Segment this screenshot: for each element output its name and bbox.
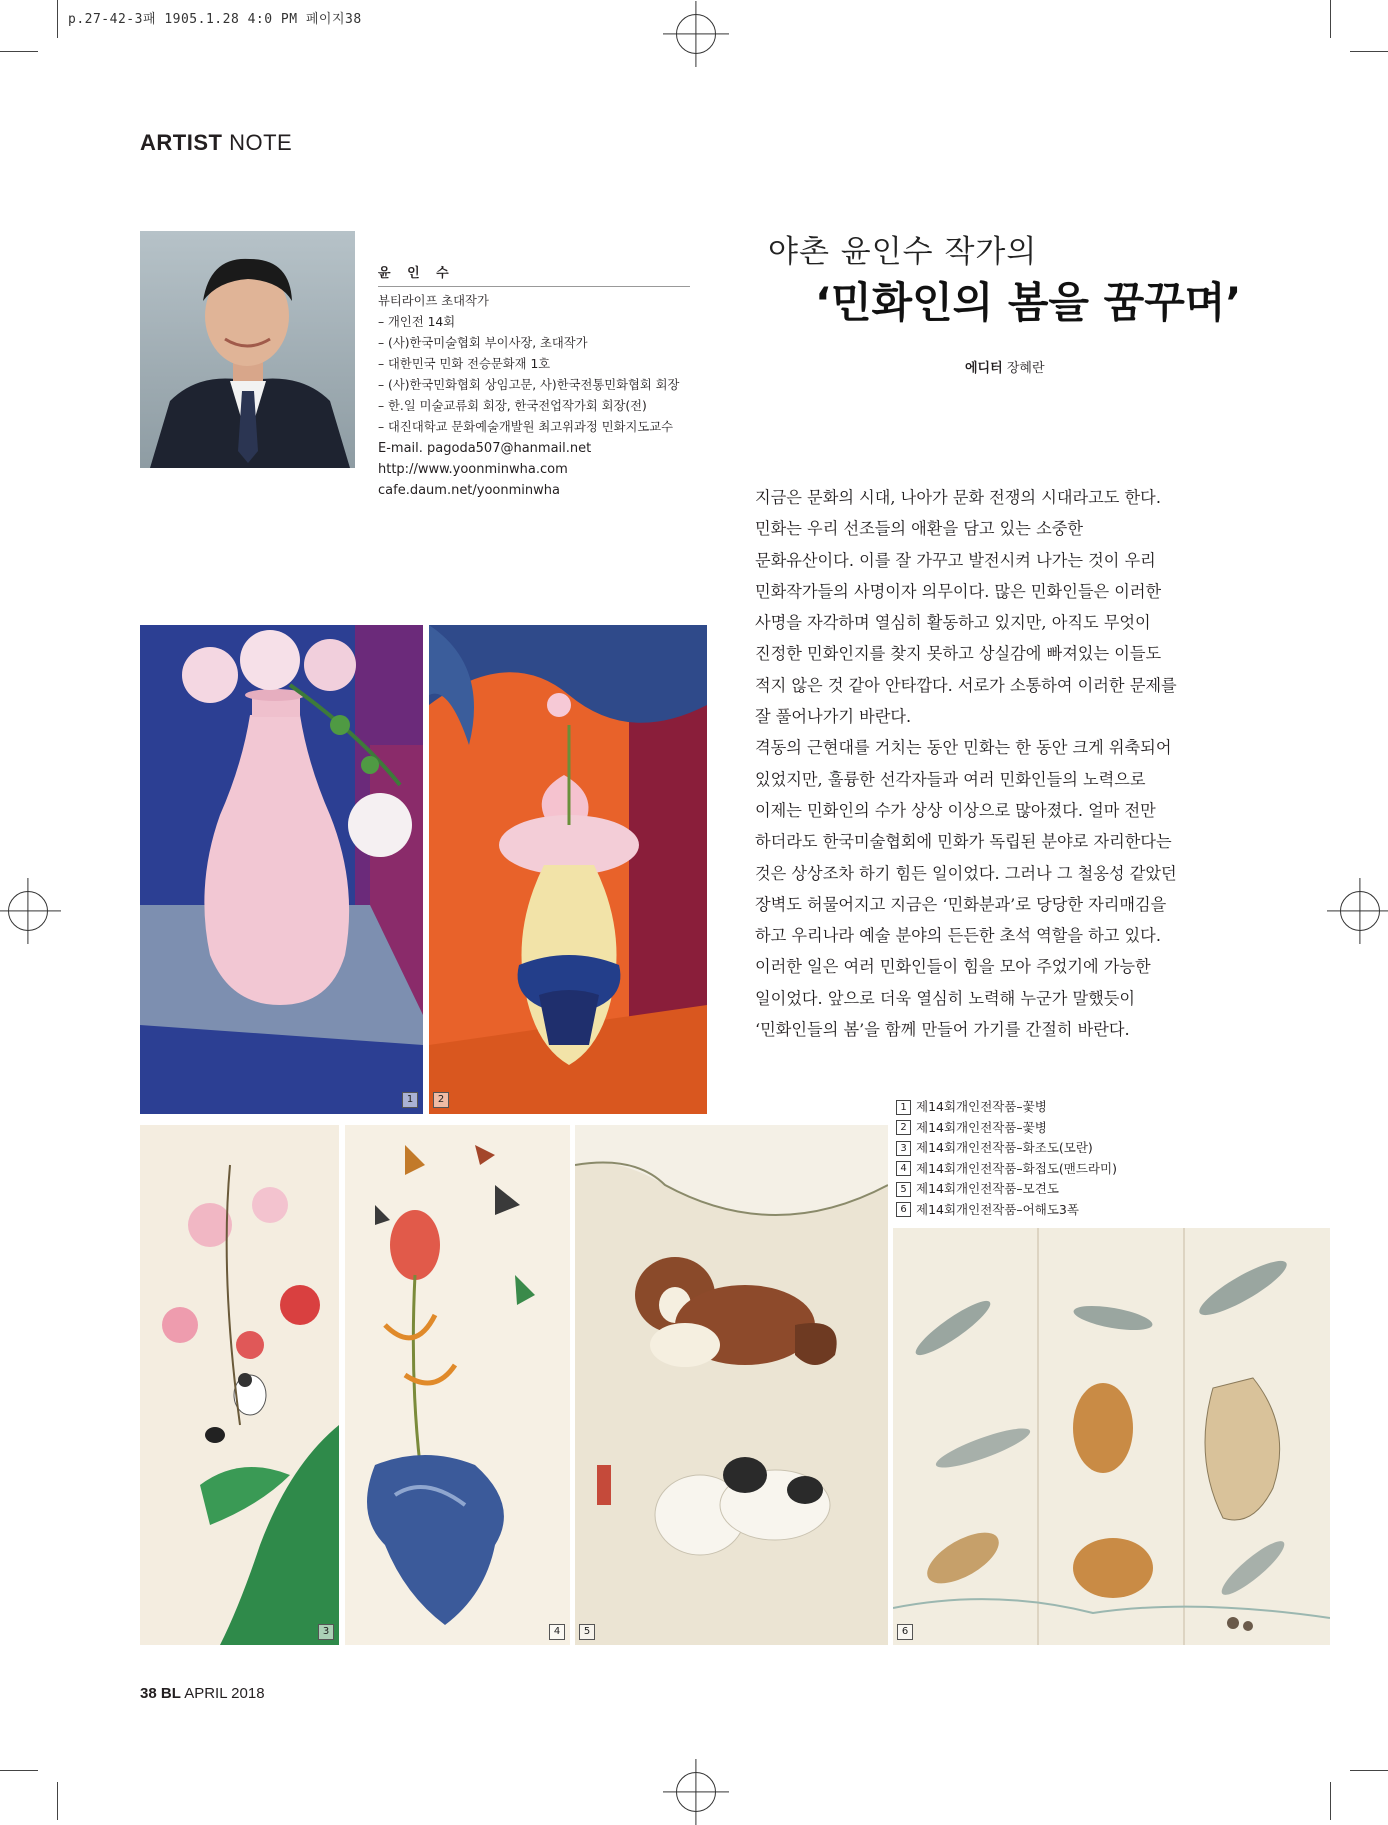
caption-text: 제14회개인전작품–꽃병 — [916, 1119, 1047, 1135]
caption-number: 5 — [896, 1182, 911, 1197]
caption-text: 제14회개인전작품–화접도(맨드라미) — [916, 1160, 1117, 1176]
caption-text: 제14회개인전작품–화조도(모란) — [916, 1140, 1093, 1155]
article-subtitle: 야촌 윤인수 작가의 — [768, 234, 1038, 270]
painting-1-vase — [140, 625, 423, 1114]
section-header-bold: ARTIST — [140, 130, 223, 155]
caption-number: 3 — [896, 1141, 911, 1156]
crop-mark — [1350, 1770, 1388, 1771]
print-slug: p.27-42-3패 1905.1.28 4:0 PM 페이지38 — [68, 12, 362, 27]
body-line: 민화는 우리 선조들의 애환을 담고 있는 소중한 — [755, 519, 1083, 539]
painting-4-cockscomb-butterflies — [345, 1125, 570, 1645]
caption-number: 6 — [896, 1202, 911, 1217]
magazine-name: BL — [160, 1685, 181, 1702]
body-line: 잘 풀어나가기 바란다. — [755, 707, 912, 727]
bio-email: E-mail. pagoda507@hanmail.net — [378, 441, 592, 456]
figure-number-badge: 2 — [433, 1092, 449, 1108]
article-body — [755, 482, 1225, 1045]
artist-name: 윤 인 수 — [378, 263, 690, 287]
editor-name: 장혜란 — [1006, 361, 1045, 376]
bio-line: – (사)한국미술협회 부이사장, 초대작가 — [378, 336, 588, 350]
body-line: 격동의 근현대를 거치는 동안 민화는 한 동안 크게 위축되어 — [755, 738, 1172, 758]
bio-line: – 한.일 미술교류회 회장, 한국전업작가회 회장(전) — [378, 399, 647, 413]
caption-number: 2 — [896, 1120, 911, 1135]
crop-mark — [57, 1782, 58, 1820]
body-line: 있었지만, 훌륭한 선각자들과 여러 민화인들의 노력으로 — [755, 769, 1146, 789]
body-line: 이제는 민화인의 수가 상상 이상으로 많아졌다. 얼마 전만 — [755, 800, 1156, 820]
caption-text: 제14회개인전작품–모견도 — [916, 1181, 1059, 1196]
issue-date: APRIL 2018 — [184, 1685, 265, 1702]
figure-number-badge: 3 — [318, 1624, 334, 1640]
section-header — [140, 130, 292, 156]
registration-mark-icon — [8, 891, 48, 931]
body-line: 지금은 문화의 시대, 나아가 문화 전쟁의 시대라고도 한다. — [755, 488, 1161, 507]
crop-mark — [1330, 1782, 1331, 1820]
bio-website: http://www.yoonminwha.com — [378, 462, 568, 477]
crop-mark — [1350, 51, 1388, 52]
registration-mark-icon — [676, 14, 716, 54]
artist-portrait — [140, 231, 355, 468]
body-line: 일이었다. 앞으로 더욱 열심히 노력해 누군가 말했듯이 — [755, 988, 1136, 1008]
crop-mark — [1330, 0, 1331, 38]
page-footer — [140, 1685, 265, 1702]
section-header-light: NOTE — [229, 130, 293, 155]
figure-number-badge: 5 — [579, 1624, 595, 1640]
caption-row — [896, 1159, 1117, 1180]
body-line: 하더라도 한국미술협회에 민화가 독립된 분야로 자리한다는 — [755, 832, 1172, 852]
caption-text: 제14회개인전작품–어해도3폭 — [916, 1201, 1079, 1217]
caption-row — [896, 1118, 1117, 1139]
body-line: 문화유산이다. 이를 잘 가꾸고 발전시켜 나가는 것이 우리 — [755, 550, 1156, 570]
crop-mark — [0, 51, 38, 52]
painting-2-lotus — [429, 625, 707, 1114]
body-line: 하고 우리나라 예술 분야의 든든한 초석 역할을 하고 있다. — [755, 926, 1161, 946]
registration-mark-icon — [676, 1772, 716, 1812]
bio-cafe: cafe.daum.net/yoonminwha — [378, 483, 560, 498]
caption-row — [896, 1138, 1117, 1159]
bio-line: 뷰티라이프 초대작가 — [378, 294, 489, 308]
figure-captions — [896, 1097, 1117, 1220]
editor-label: 에디터 — [965, 361, 1003, 376]
body-line: 것은 상상조차 하기 힘든 일이었다. 그러나 그 철옹성 같았던 — [755, 863, 1177, 883]
bio-line: – 대진대학교 문화예술개발원 최고위과정 민화지도교수 — [378, 420, 673, 434]
caption-row — [896, 1200, 1117, 1221]
caption-row — [896, 1179, 1117, 1200]
body-line: 적지 않은 것 같아 안타깝다. 서로가 소통하여 이러한 문제를 — [755, 675, 1177, 695]
body-line: 민화작가들의 사명이자 의무이다. 많은 민화인들은 이러한 — [755, 581, 1162, 601]
painting-5-dogs — [575, 1125, 888, 1645]
body-line: 장벽도 허물어지고 지금은 ‘민화분과’로 당당한 자리매김을 — [755, 894, 1167, 914]
caption-text: 제14회개인전작품–꽃병 — [916, 1099, 1047, 1114]
bio-line: – 개인전 14회 — [378, 315, 456, 329]
figure-number-badge: 4 — [549, 1624, 565, 1640]
caption-row — [896, 1097, 1117, 1118]
bio-line: – (사)한국민화협회 상임고문, 사)한국전통민화협회 회장 — [378, 378, 680, 392]
article-title: ‘민화인의 봄을 꿈꾸며’ — [815, 278, 1242, 327]
body-line: ‘민화인들의 봄’을 함께 만들어 가기를 간절히 바란다. — [755, 1020, 1130, 1040]
editor-credit — [965, 357, 1045, 376]
figure-number-badge: 1 — [402, 1092, 418, 1108]
body-line: 이러한 일은 여러 민화인들이 힘을 모아 주었기에 가능한 — [755, 957, 1151, 977]
registration-mark-icon — [1340, 891, 1380, 931]
figure-number-badge: 6 — [897, 1624, 913, 1640]
caption-number: 1 — [896, 1100, 911, 1115]
body-line: 사명을 자각하며 열심히 활동하고 있지만, 아직도 무엇이 — [755, 613, 1151, 633]
body-line: 진정한 민화인지를 찾지 못하고 상실감에 빠져있는 이들도 — [755, 644, 1162, 664]
page-number: 38 — [140, 1685, 157, 1702]
caption-number: 4 — [896, 1161, 911, 1176]
crop-mark — [57, 0, 58, 38]
painting-3-peony-birds — [140, 1125, 339, 1645]
bio-line: – 대한민국 민화 전승문화재 1호 — [378, 357, 551, 371]
artist-bio — [378, 263, 690, 501]
crop-mark — [0, 1770, 38, 1771]
painting-6-fish-triptych — [893, 1228, 1330, 1645]
